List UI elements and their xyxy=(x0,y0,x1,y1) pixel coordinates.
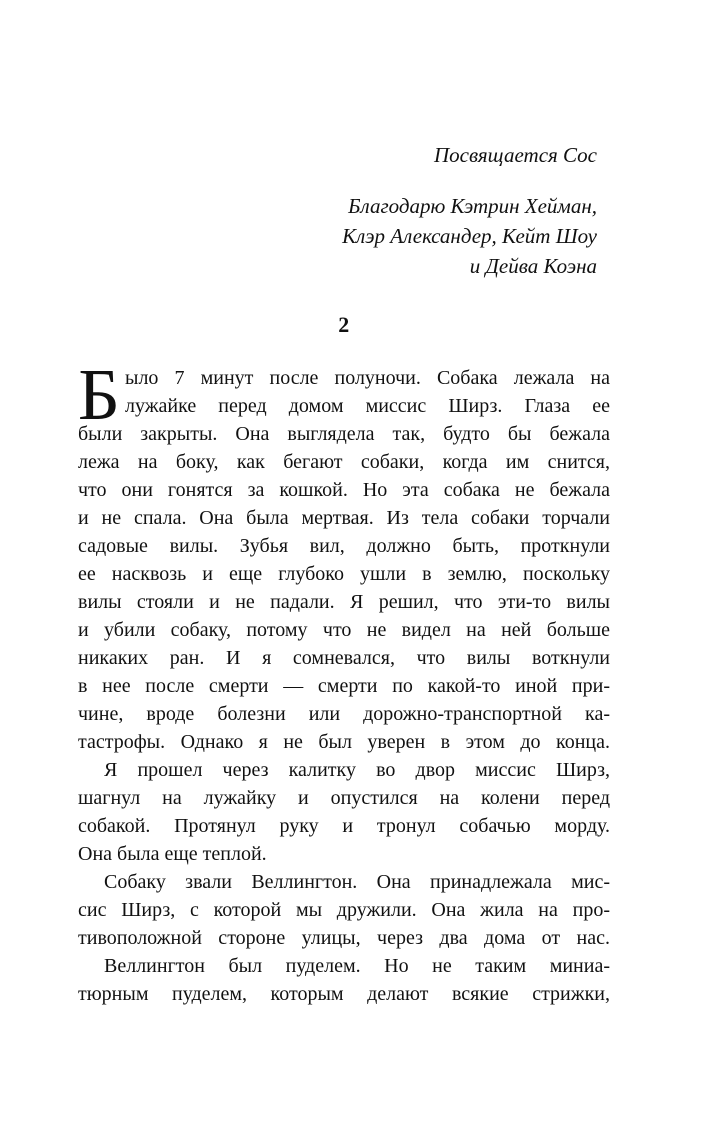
text-line: были закрыты. Она выглядела так, будто бы бежала xyxy=(78,423,610,445)
text-line: и убили собаку, потому что не видел на ней больше xyxy=(78,619,610,641)
text-line: Я прошел через калитку во двор миссис Ширз, xyxy=(104,759,610,781)
acknowledgment-line: Клэр Александер, Кейт Шоу xyxy=(342,224,597,248)
text-line: вилы стояли и не падали. Я решил, что эти-то вилы xyxy=(78,591,610,613)
paragraph xyxy=(78,354,610,756)
text-line: лужайке перед домом миссис Ширз. Глаза ее xyxy=(125,395,610,417)
text-line: ыло 7 минут после полуночи. Собака лежала на xyxy=(125,367,610,389)
text-line: тюрным пуделем, которым делают всякие стрижки, xyxy=(78,983,610,1005)
text-line: садовые вилы. Зубья вил, должно быть, проткнули xyxy=(78,535,610,557)
drop-cap: Б xyxy=(78,354,120,435)
text-line: чине, вроде болезни или дорожно-транспортной ка- xyxy=(78,703,610,725)
text-line: сис Ширз, с которой мы дружили. Она жила на про- xyxy=(78,899,610,921)
acknowledgment xyxy=(78,191,597,281)
text-line: собакой. Протянул руку и тронул собачью морду. xyxy=(78,815,610,837)
paragraph xyxy=(78,952,610,1008)
paragraph xyxy=(78,868,610,952)
text-line: тивоположной стороне улицы, через два дома от нас. xyxy=(78,927,610,949)
text-line: тастрофы. Однако я не был уверен в этом до конца. xyxy=(78,731,610,753)
text-line: шагнул на лужайку и опустился на колени перед xyxy=(78,787,610,809)
text-line: ее насквозь и еще глубоко ушли в землю, поскольку xyxy=(78,563,610,585)
text-line: Собаку звали Веллингтон. Она принадлежала мис- xyxy=(104,871,610,893)
text-line: никаких ран. И я сомневался, что вилы воткнули xyxy=(78,647,610,669)
acknowledgment-line: и Дейва Коэна xyxy=(469,254,597,278)
dedication: Посвящается Сос xyxy=(434,143,597,167)
text-line: в нее после смерти — смерти по какой-то иной при- xyxy=(78,675,610,697)
front-matter xyxy=(78,140,610,281)
text-line: Она была еще теплой. xyxy=(78,843,267,865)
body-text xyxy=(78,354,610,1008)
text-line: лежа на боку, как бегают собаки, когда им снится, xyxy=(78,451,610,473)
paragraph xyxy=(78,756,610,868)
text-line: что они гонятся за кошкой. Но эта собака не бежала xyxy=(78,479,610,501)
text-block xyxy=(78,0,610,1008)
text-line: и не спала. Она была мертвая. Из тела собаки торчали xyxy=(78,507,610,529)
text-line: Веллингтон был пуделем. Но не таким миниа- xyxy=(104,955,610,977)
acknowledgment-line: Благодарю Кэтрин Хейман, xyxy=(348,194,597,218)
chapter-number: 2 xyxy=(338,312,350,337)
